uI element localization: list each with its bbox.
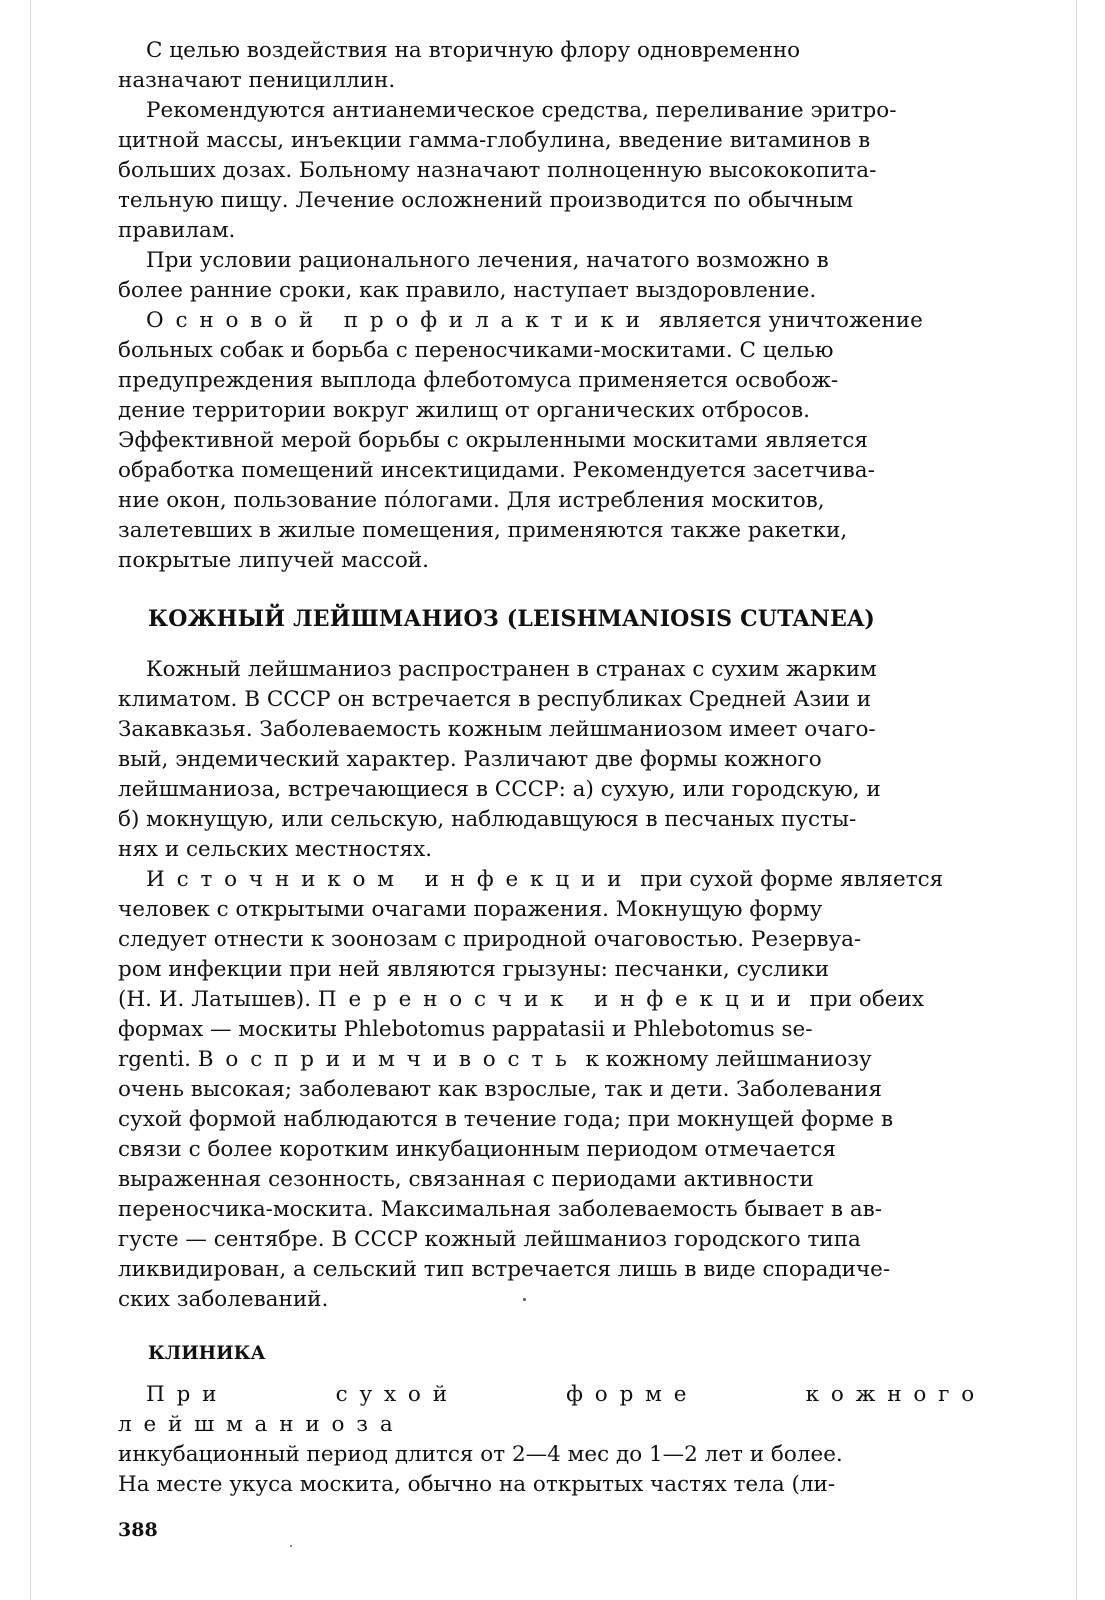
paragraph: При условии рационального лечения, начатого возможно в более ранние сроки, как правило, наступает выздоровление. [118,248,829,303]
paragraph-clinic [118,1380,986,1500]
text-block-clinic [118,1380,986,1500]
subsection-title: КЛИНИКА [148,1343,266,1364]
paragraph-prophylaxis [118,306,986,576]
section-title: КОЖНЫЙ ЛЕЙШМАНИОЗ (LEISHMANIOSIS CUTANEA) [148,606,875,632]
paragraph-text: является уничтожение больных собак и борьба с переносчиками-москитами. С целью предупреждения выплода флеботомуса применяется освобож- дение территории вокруг жилищ от органических отбросов. Эффективной мерой борьбы с окрыленными москитами является обработка помещений инсектицидами. Рекомендуется засетчива- ние окон, пользование пóлогами. Для истребления москитов, залетевших в жилые помещения, применяются также ракетки, покрытые липучей массой. [118,308,923,573]
page-left-edge [30,0,31,1600]
paragraph: С целью воздействия на вторичную флору одновременно назначают пенициллин. [118,38,801,93]
text-block-epidemiology [118,655,986,1315]
paragraph-text: при обеих формах — москиты Phlebotomus pappatasii и Phlebotomus se- rgenti. [118,987,924,1072]
page-right-edge [1076,0,1077,1600]
spaced-term: Источником инфекции [146,867,634,892]
scan-speck [523,1298,526,1301]
spaced-term: Восприимчивость [197,1047,579,1072]
paragraph-text: инкубационный период длится от 2—4 мес до 1—2 лет и более. На месте укуса москита, обычно на открытых частях тела (ли- [118,1442,843,1497]
paragraph: Кожный лейшманиоз распространен в странах с сухим жарким климатом. В СССР он встречается в республиках Средней Азии и Закавказья. Заболеваемость кожным лейшманиозом имеет очаго- вый, эндемический характер. Различают две формы кожного лейшманиоза, встречающиеся в СССР: а) сухую, или городскую, и б) мокнущую, или сельскую, наблюдавщуюся в песчаных пусты- нях и сельских местностях. [118,657,881,862]
text-block-prevention [118,36,986,576]
page-number: 388 [118,1519,158,1541]
paragraph-sources [118,865,986,1315]
paragraph-text: к кожному лейшманиозу очень высокая; заболевают как взрослые, так и дети. Заболевания сухой формой наблюдаются в течение года; при мокнущей форме в связи с более коротким инкубационным периодом отмечается выраженная сезонность, связанная с периодами активности переносчика-москита. Максимальная заболеваемость бывает в ав- густе — сентябре. В СССР кожный лейшманиоз городского типа ликвидирован, а сельский тип встречается лишь в виде спорадиче- ских заболеваний. [118,1047,894,1312]
paragraph: Рекомендуются антианемическое средства, переливание эритро- цитной массы, инъекции гамма-глобулина, введение витаминов в больших дозах. Больному назначают полноценную высококопита- тельную пищу. Лечение осложнений производится по обычным правилам. [118,98,897,243]
spaced-term: Основой профилактики [146,308,652,333]
spaced-term: При сухой форме кожного лейшманиоза [118,1382,986,1437]
spaced-term: Переносчик инфекции [317,987,803,1012]
scan-speck [290,1545,292,1547]
paragraph-text: при сухой форме является человек с открытыми очагами поражения. Мокнущую форму следует отнести к зоонозам с природной очаговостью. Резервуа- ром инфекции при ней являются грызуны: песчанки, суслики (Н. И. Латышев). [118,867,944,1012]
